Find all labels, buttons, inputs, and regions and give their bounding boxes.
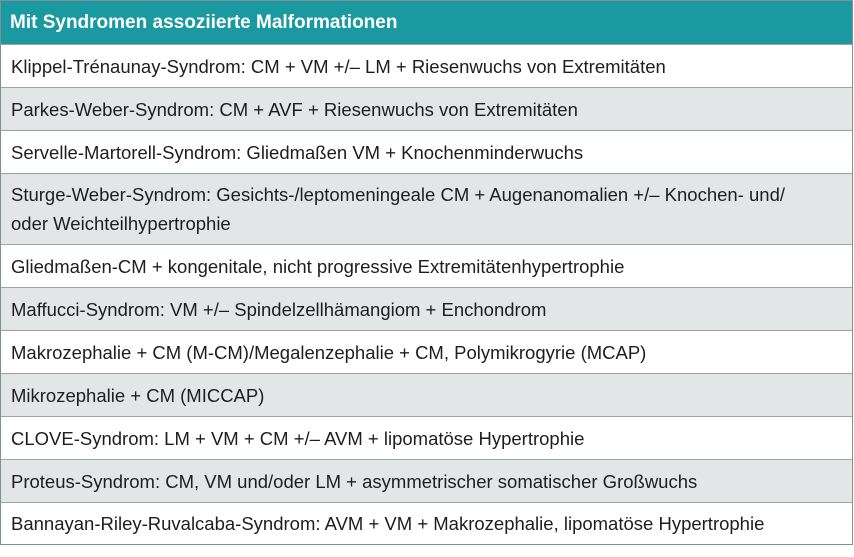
row-text: Mikrozephalie + CM (MICCAP): [11, 384, 265, 406]
table-header: Mit Syndromen assoziierte Malformationen: [1, 1, 852, 44]
table-row: [1, 459, 852, 502]
table-row: [1, 502, 852, 544]
table-row: [1, 173, 852, 244]
table-row: [1, 416, 852, 459]
row-text: Klippel-Trénaunay-Syndrom: CM + VM +/– LM + Riesenwuchs von Extremitäten: [11, 55, 666, 77]
row-text: Maffucci-Syndrom: VM +/– Spindelzellhämangiom + Enchondrom: [11, 298, 547, 320]
table-row: [1, 130, 852, 173]
table-row: [1, 287, 852, 330]
row-text-line-1: Sturge-Weber-Syndrom: Gesichts-/leptomeningeale CM + Augenanomalien +/– Knochen- und/: [11, 184, 786, 205]
table-row: [1, 244, 852, 287]
row-text: Gliedmaßen-CM + kongenitale, nicht progressive Extremitätenhypertrophie: [11, 255, 625, 277]
row-text: Servelle-Martorell-Syndrom: Gliedmaßen VM + Knochenminderwuchs: [11, 141, 584, 163]
row-text: CLOVE-Syndrom: LM + VM + CM +/– AVM + lipomatöse Hypertrophie: [11, 427, 585, 449]
table-row: [1, 373, 852, 416]
row-text-line-2: oder Weichteilhypertrophie: [11, 213, 231, 234]
row-text: Parkes-Weber-Syndrom: CM + AVF + Riesenwuchs von Extremitäten: [11, 98, 578, 120]
table-row: [1, 44, 852, 87]
row-text: Bannayan-Riley-Ruvalcaba-Syndrom: AVM + VM + Makrozephalie, lipomatöse Hypertrophie: [11, 513, 765, 534]
row-text: Makrozephalie + CM (M-CM)/Megalenzephalie + CM, Polymikrogyrie (MCAP): [11, 341, 647, 363]
table-row: [1, 87, 852, 130]
table-row: [1, 330, 852, 373]
row-text: Proteus-Syndrom: CM, VM und/oder LM + asymmetrischer somatischer Großwuchs: [11, 470, 698, 492]
